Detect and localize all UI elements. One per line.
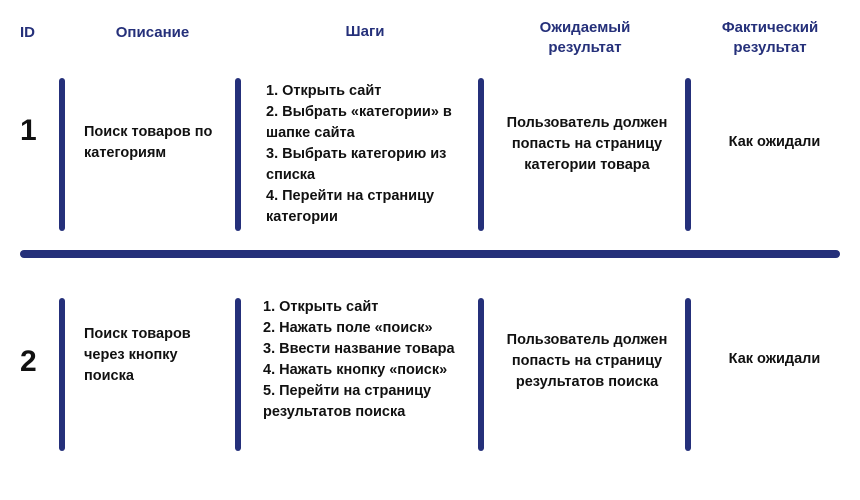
step-item: 2. Нажать поле «поиск» — [263, 320, 433, 336]
column-divider — [478, 78, 484, 231]
header-actual-result: Фактический результат — [721, 19, 819, 56]
step-item: 4. Нажать кнопку «поиск» — [263, 362, 448, 378]
row-id: 2 — [20, 345, 37, 378]
row-actual-result: Как ожидали — [728, 134, 821, 150]
step-item: 1. Открыть сайт — [263, 299, 379, 315]
column-divider — [235, 298, 241, 451]
row-expected-result: Пользователь должен попасть на страницу категории товара — [506, 115, 668, 173]
header-expected-result: Ожидаемый результат — [539, 19, 631, 56]
column-divider — [685, 298, 691, 451]
step-item: 2. Выбрать «категории» в шапке сайта — [266, 104, 452, 141]
header-steps: Шаги — [345, 23, 385, 40]
row-description: Поиск товаров через кнопку поиска — [84, 326, 191, 384]
header-description: Описание — [115, 24, 190, 41]
column-divider — [235, 78, 241, 231]
row-actual-result: Как ожидали — [728, 351, 821, 367]
step-item: 1. Открыть сайт — [266, 83, 382, 99]
column-divider — [478, 298, 484, 451]
column-divider — [685, 78, 691, 231]
step-item: 3. Ввести название товара — [263, 341, 455, 357]
step-item: 3. Выбрать категорию из списка — [266, 146, 447, 183]
row-description: Поиск товаров по категориям — [84, 124, 213, 161]
row-expected-result: Пользователь должен попасть на страницу результатов поиска — [506, 332, 668, 390]
header-id: ID — [20, 24, 35, 41]
row-separator — [20, 250, 840, 258]
row-steps — [263, 297, 478, 423]
column-divider — [59, 78, 65, 231]
row-steps — [266, 81, 471, 228]
step-item: 4. Перейти на страницу категории — [266, 188, 435, 225]
row-id: 1 — [20, 114, 37, 147]
column-divider — [59, 298, 65, 451]
step-item: 5. Перейти на страницу результатов поиска — [263, 383, 432, 420]
